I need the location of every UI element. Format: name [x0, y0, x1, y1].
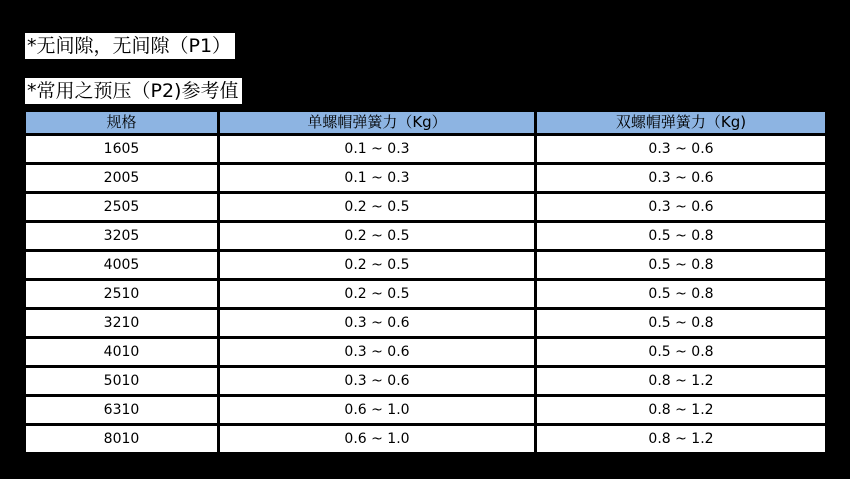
- cell-single-nut-force: 0.2 ~ 0.5: [219, 193, 536, 222]
- cell-single-nut-force: 0.3 ~ 0.6: [219, 367, 536, 396]
- table-row: [25, 309, 827, 338]
- cell-single-nut-force: 0.6 ~ 1.0: [219, 425, 536, 454]
- cell-single-nut-force: 0.2 ~ 0.5: [219, 251, 536, 280]
- cell-spec: 4010: [25, 338, 219, 367]
- cell-single-nut-force: 0.2 ~ 0.5: [219, 280, 536, 309]
- cell-single-nut-force: 0.1 ~ 0.3: [219, 135, 536, 164]
- column-header-spec: 规格: [25, 111, 219, 135]
- cell-single-nut-force: 0.3 ~ 0.6: [219, 338, 536, 367]
- cell-double-nut-force: 0.5 ~ 0.8: [536, 251, 827, 280]
- table-row: [25, 338, 827, 367]
- cell-single-nut-force: 0.1 ~ 0.3: [219, 164, 536, 193]
- note-common-preload-p2-reference: *常用之预压（P2)参考值: [25, 78, 242, 104]
- table-header-row: [25, 111, 827, 135]
- table-row: [25, 425, 827, 454]
- cell-spec: 2510: [25, 280, 219, 309]
- cell-double-nut-force: 0.8 ~ 1.2: [536, 396, 827, 425]
- table-row: [25, 280, 827, 309]
- cell-double-nut-force: 0.5 ~ 0.8: [536, 338, 827, 367]
- table-row: [25, 193, 827, 222]
- cell-double-nut-force: 0.3 ~ 0.6: [536, 193, 827, 222]
- cell-double-nut-force: 0.8 ~ 1.2: [536, 367, 827, 396]
- cell-spec: 3205: [25, 222, 219, 251]
- table-row: [25, 222, 827, 251]
- cell-double-nut-force: 0.3 ~ 0.6: [536, 164, 827, 193]
- note-no-clearance-p1: *无间隙，无间隙（P1）: [25, 33, 235, 59]
- cell-spec: 2505: [25, 193, 219, 222]
- column-header-double-nut-spring-force: 双螺帽弹簧力（Kg): [536, 111, 827, 135]
- cell-double-nut-force: 0.8 ~ 1.2: [536, 425, 827, 454]
- table-row: [25, 164, 827, 193]
- table-row: [25, 251, 827, 280]
- cell-spec: 6310: [25, 396, 219, 425]
- cell-spec: 2005: [25, 164, 219, 193]
- cell-double-nut-force: 0.3 ~ 0.6: [536, 135, 827, 164]
- table-row: [25, 396, 827, 425]
- cell-spec: 4005: [25, 251, 219, 280]
- cell-spec: 8010: [25, 425, 219, 454]
- table-row: [25, 135, 827, 164]
- cell-single-nut-force: 0.2 ~ 0.5: [219, 222, 536, 251]
- cell-spec: 3210: [25, 309, 219, 338]
- cell-double-nut-force: 0.5 ~ 0.8: [536, 222, 827, 251]
- cell-double-nut-force: 0.5 ~ 0.8: [536, 309, 827, 338]
- cell-spec: 5010: [25, 367, 219, 396]
- column-header-single-nut-spring-force: 单螺帽弹簧力（Kg）: [219, 111, 536, 135]
- cell-spec: 1605: [25, 135, 219, 164]
- preload-reference-table: [23, 109, 828, 455]
- table-row: [25, 367, 827, 396]
- cell-single-nut-force: 0.3 ~ 0.6: [219, 309, 536, 338]
- cell-double-nut-force: 0.5 ~ 0.8: [536, 280, 827, 309]
- cell-single-nut-force: 0.6 ~ 1.0: [219, 396, 536, 425]
